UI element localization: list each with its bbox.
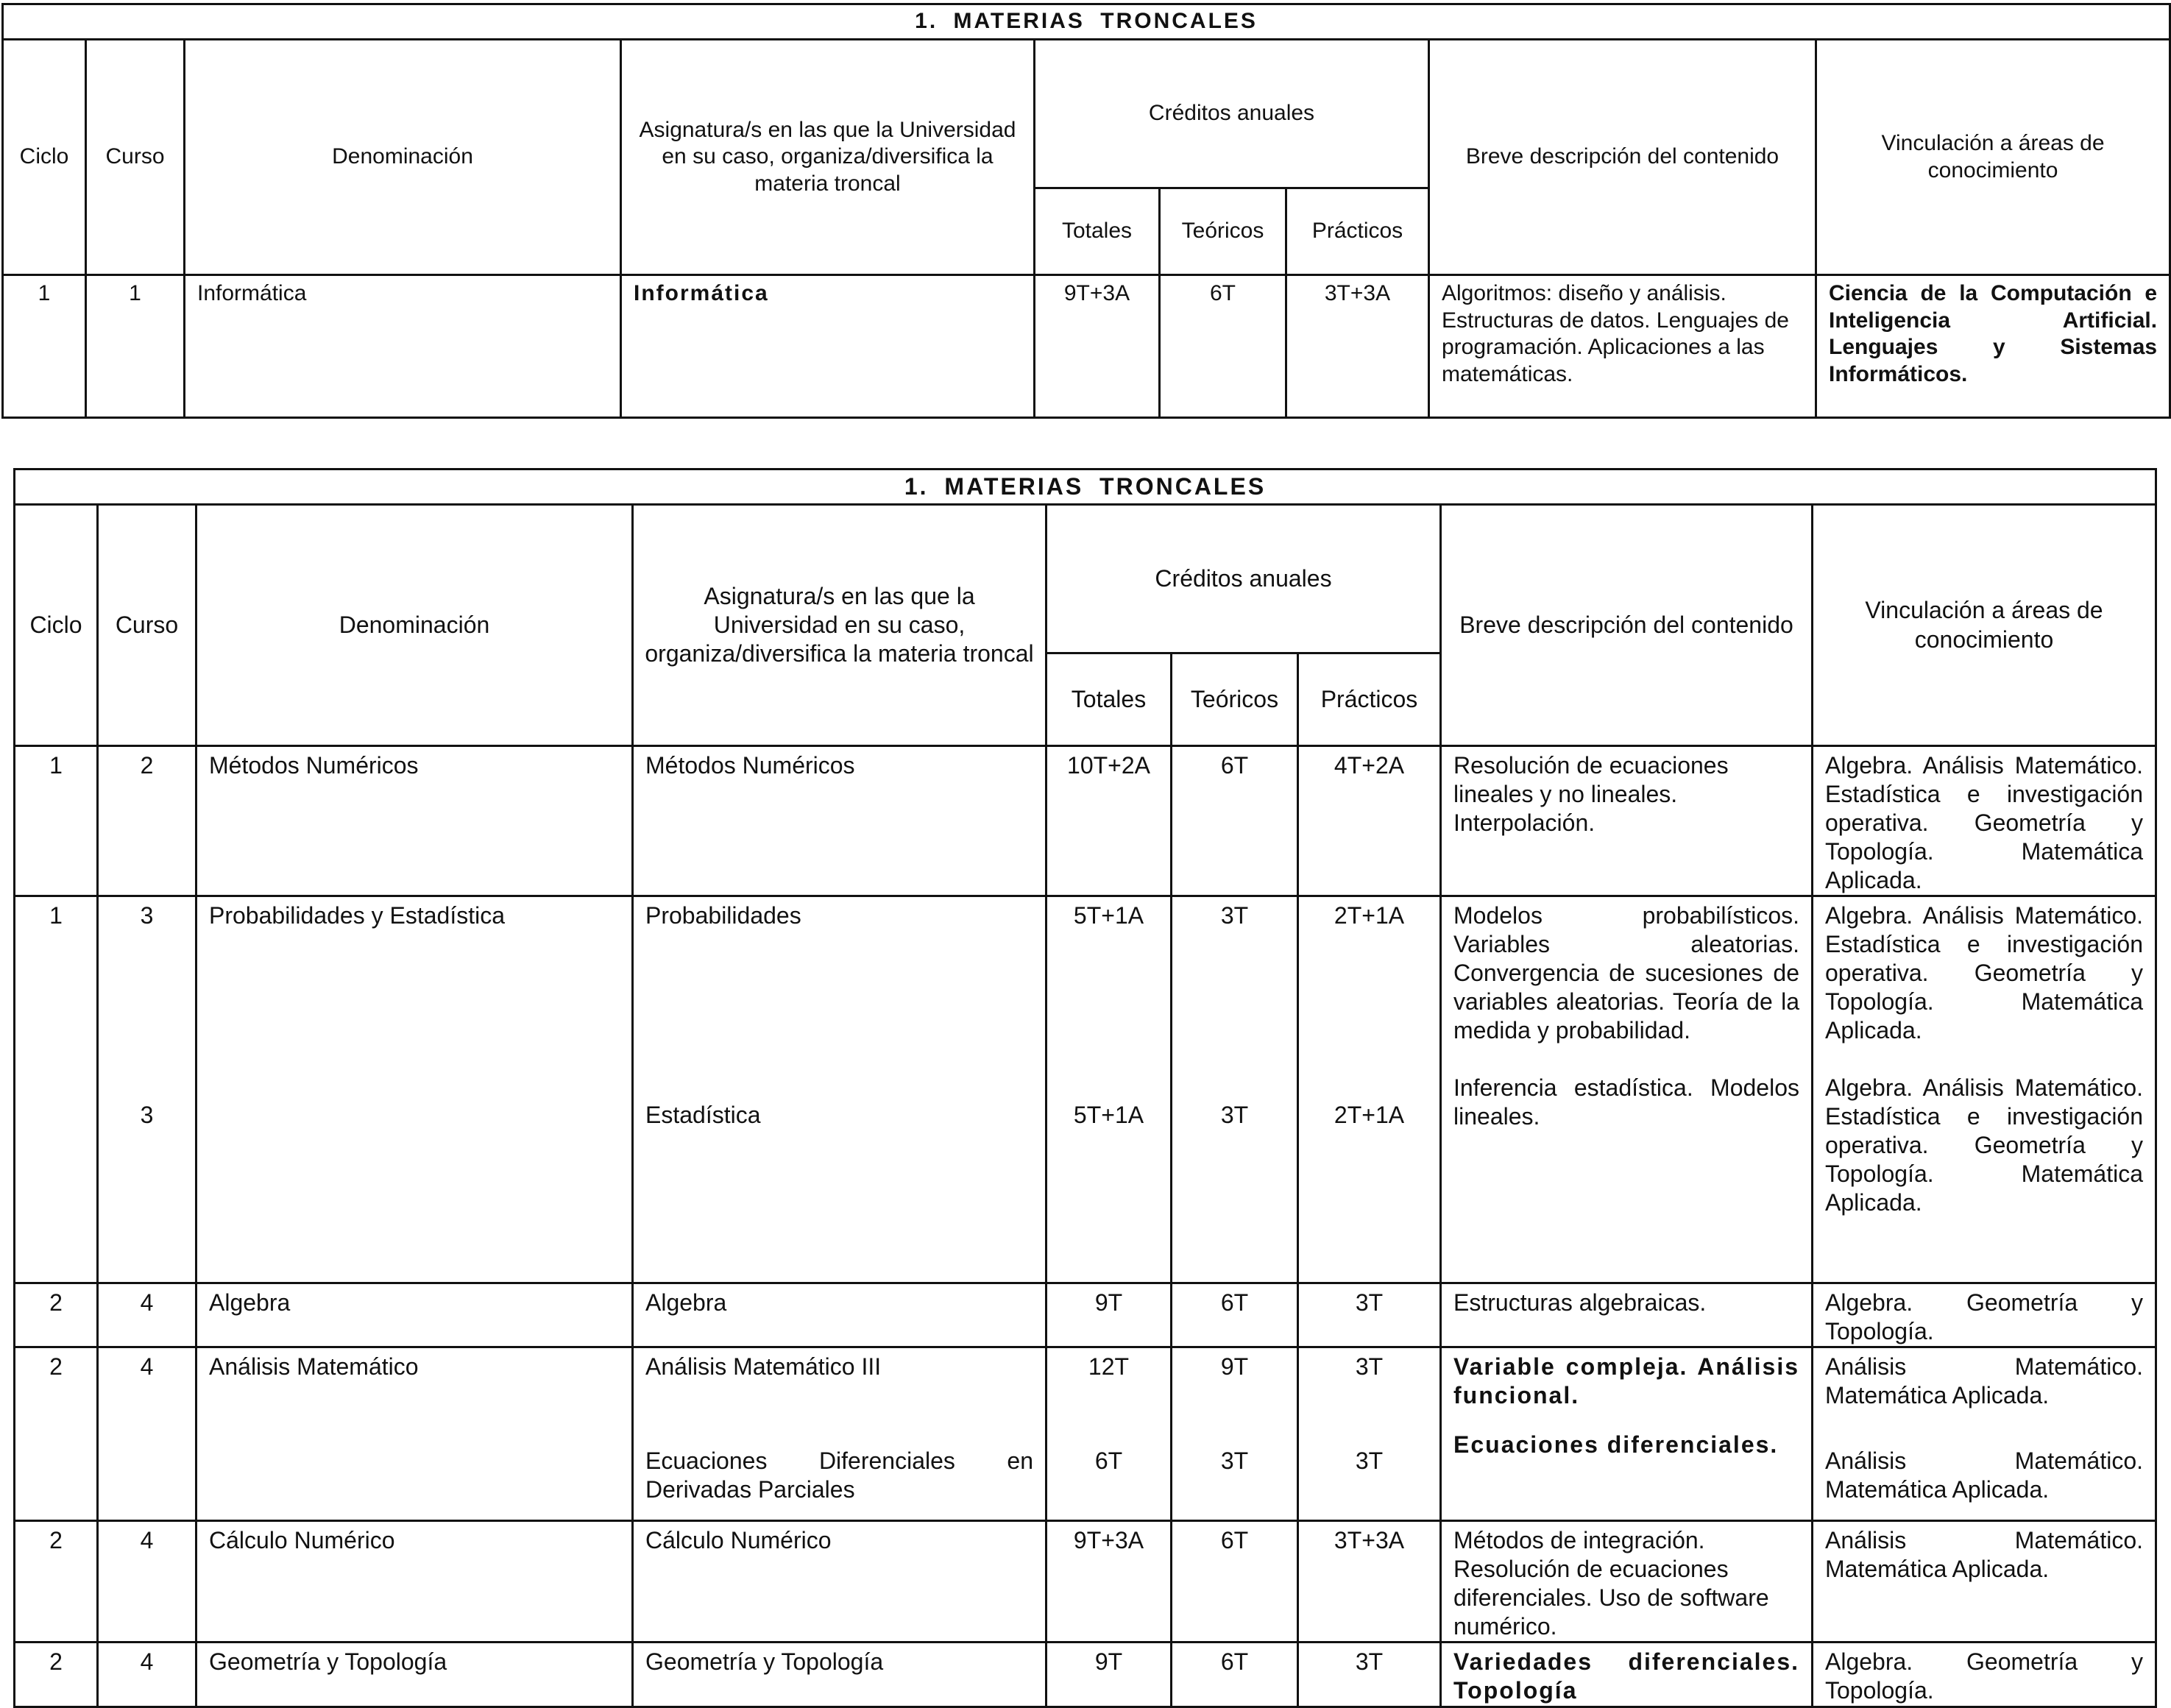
cell-vinculacion: Ciencia de la Computación e Inteligencia Artificial. Lenguajes y Sistemas Informáticos. — [1816, 275, 2170, 418]
cell-practicos — [1298, 1347, 1441, 1521]
cell-descripcion: Algoritmos: diseño y análisis. Estructuras de datos. Lenguajes de programación. Aplicaciones a las matemáticas. — [1429, 275, 1816, 418]
cell-teoricos: 6T — [1172, 1643, 1298, 1707]
cell-asignatura: Informática — [621, 275, 1035, 418]
cell-ciclo: 2 — [15, 1643, 98, 1707]
cell-descripcion: Resolución de ecuaciones lineales y no lineales. Interpolación. — [1441, 746, 1813, 896]
practicos-value-2: 3T — [1355, 1447, 1384, 1475]
cell-ciclo: 2 — [15, 1521, 98, 1643]
cell-totales: 9T+3A — [1035, 275, 1160, 418]
curso-value-2: 3 — [140, 1102, 154, 1129]
teoricos-value-2: 3T — [1220, 1102, 1249, 1129]
practicos-value: 3T — [1355, 1353, 1384, 1381]
cell-totales — [1046, 1347, 1172, 1521]
descripcion-value-2: Ecuaciones diferenciales. — [1453, 1431, 1779, 1459]
cell-vinculacion — [1813, 1347, 2156, 1521]
header-ciclo: Ciclo — [15, 505, 98, 746]
header-asignatura: Asignatura/s en las que la Universidad en su caso, organiza/diversifica la materia troncal — [633, 505, 1046, 746]
cell-descripcion — [1441, 1347, 1813, 1521]
table-row — [15, 1521, 2156, 1643]
header-vinculacion: Vinculación a áreas de conocimiento — [1816, 40, 2170, 275]
cell-descripcion: Estructuras algebraicas. — [1441, 1283, 1813, 1347]
header-vinculacion: Vinculación a áreas de conocimiento — [1813, 505, 2156, 746]
cell-ciclo: 1 — [15, 746, 98, 896]
cell-practicos: 3T+3A — [1298, 1521, 1441, 1643]
asignatura-value: Análisis Matemático III — [645, 1353, 882, 1381]
cell-vinculacion: Algebra. Geometría y Topología. — [1813, 1283, 2156, 1347]
header-totales: Totales — [1035, 188, 1160, 275]
cell-teoricos: 6T — [1172, 1521, 1298, 1643]
table-title: 1. MATERIAS TRONCALES — [15, 469, 2156, 505]
teoricos-value: 3T — [1220, 902, 1249, 929]
cell-asignatura: Métodos Numéricos — [633, 746, 1046, 896]
vinculacion-value: Análisis Matemático. Matemática Aplicada. — [1825, 1353, 2144, 1409]
header-ciclo: Ciclo — [3, 40, 86, 275]
cell-denominacion: Análisis Matemático — [196, 1347, 633, 1521]
cell-curso: 4 — [98, 1347, 196, 1521]
cell-practicos: 3T — [1298, 1643, 1441, 1707]
header-asignatura: Asignatura/s en las que la Universidad en su caso, organiza/diversifica la materia troncal — [621, 40, 1035, 275]
descripcion-value-2: Inferencia estadística. Modelos lineales. — [1453, 1074, 1799, 1130]
descripcion-value: Variable compleja. Análisis funcional. — [1453, 1353, 1799, 1409]
totales-value: 12T — [1088, 1353, 1130, 1381]
table-title: 1. MATERIAS TRONCALES — [3, 4, 2170, 40]
curso-value: 3 — [140, 902, 154, 929]
cell-teoricos — [1172, 896, 1298, 1283]
teoricos-value-2: 3T — [1220, 1447, 1249, 1475]
cell-curso: 4 — [98, 1283, 196, 1347]
cell-vinculacion: Algebra. Análisis Matemático. Estadística e investigación operativa. Geometría y Topología. Matemática Aplicada. — [1813, 746, 2156, 896]
header-teoricos: Teóricos — [1160, 188, 1286, 275]
cell-asignatura: Geometría y Topología — [633, 1643, 1046, 1707]
cell-practicos — [1298, 896, 1441, 1283]
cell-descripcion: Variedades diferenciales. Topología — [1441, 1643, 1813, 1707]
cell-vinculacion — [1813, 896, 2156, 1283]
teoricos-value: 9T — [1220, 1353, 1249, 1381]
header-teoricos: Teóricos — [1172, 653, 1298, 746]
materias-troncales-table-2 — [13, 468, 2157, 1708]
cell-teoricos: 6T — [1160, 275, 1286, 418]
cell-practicos: 4T+2A — [1298, 746, 1441, 896]
header-curso: Curso — [98, 505, 196, 746]
cell-asignatura — [633, 1347, 1046, 1521]
cell-teoricos — [1172, 1347, 1298, 1521]
table-row — [15, 1643, 2156, 1707]
cell-denominacion: Métodos Numéricos — [196, 746, 633, 896]
cell-practicos: 3T+3A — [1286, 275, 1429, 418]
practicos-value: 2T+1A — [1334, 902, 1405, 929]
table-row — [15, 896, 2156, 1283]
table-row — [15, 746, 2156, 896]
table-row — [15, 1283, 2156, 1347]
cell-ciclo: 2 — [15, 1283, 98, 1347]
asignatura-value: Probabilidades — [645, 902, 801, 929]
header-descripcion: Breve descripción del contenido — [1441, 505, 1813, 746]
asignatura-value-2: Estadística — [645, 1102, 761, 1129]
cell-denominacion: Informática — [185, 275, 621, 418]
cell-denominacion: Algebra — [196, 1283, 633, 1347]
cell-denominacion: Probabilidades y Estadística — [196, 896, 633, 1283]
cell-curso: 4 — [98, 1643, 196, 1707]
cell-denominacion: Cálculo Numérico — [196, 1521, 633, 1643]
descripcion-value: Modelos probabilísticos. Variables aleatorias. Convergencia de sucesiones de variables aleatorias. Teoría de la medida y probabilidad. — [1453, 902, 1799, 1044]
totales-value-2: 6T — [1094, 1447, 1123, 1475]
practicos-value-2: 2T+1A — [1334, 1102, 1405, 1129]
cell-curso — [98, 896, 196, 1283]
cell-practicos: 3T — [1298, 1283, 1441, 1347]
header-curso: Curso — [86, 40, 185, 275]
header-denominacion: Denominación — [185, 40, 621, 275]
cell-descripcion — [1441, 896, 1813, 1283]
cell-ciclo: 1 — [15, 896, 98, 1283]
cell-descripcion: Métodos de integración. Resolución de ecuaciones diferenciales. Uso de software numérico. — [1441, 1521, 1813, 1643]
header-denominacion: Denominación — [196, 505, 633, 746]
cell-denominacion: Geometría y Topología — [196, 1643, 633, 1707]
asignatura-value-2: Ecuaciones Diferenciales en Derivadas Parciales — [645, 1447, 1033, 1503]
vinculacion-value-2: Algebra. Análisis Matemático. Estadística e investigación operativa. Geometría y Topología. Matemática Aplicada. — [1825, 1074, 2144, 1216]
cell-totales: 9T — [1046, 1283, 1172, 1347]
vinculacion-value: Algebra. Análisis Matemático. Estadística e investigación operativa. Geometría y Topología. Matemática Aplicada. — [1825, 902, 2144, 1044]
cell-vinculacion: Algebra. Geometría y Topología. — [1813, 1643, 2156, 1707]
cell-asignatura: Algebra — [633, 1283, 1046, 1347]
vinculacion-value-2: Análisis Matemático. Matemática Aplicada. — [1825, 1447, 2144, 1503]
header-practicos: Prácticos — [1286, 188, 1429, 275]
cell-teoricos: 6T — [1172, 746, 1298, 896]
totales-value-2: 5T+1A — [1073, 1102, 1144, 1129]
cell-curso: 2 — [98, 746, 196, 896]
cell-curso: 4 — [98, 1521, 196, 1643]
totales-value: 5T+1A — [1073, 902, 1144, 929]
cell-totales — [1046, 896, 1172, 1283]
table-row — [15, 1347, 2156, 1521]
cell-totales: 9T+3A — [1046, 1521, 1172, 1643]
header-creditos-anuales: Créditos anuales — [1046, 505, 1441, 653]
cell-teoricos: 6T — [1172, 1283, 1298, 1347]
table-row — [3, 275, 2170, 418]
cell-totales: 9T — [1046, 1643, 1172, 1707]
cell-totales: 10T+2A — [1046, 746, 1172, 896]
header-practicos: Prácticos — [1298, 653, 1441, 746]
cell-ciclo: 2 — [15, 1347, 98, 1521]
cell-asignatura: Cálculo Numérico — [633, 1521, 1046, 1643]
cell-asignatura — [633, 896, 1046, 1283]
header-creditos-anuales: Créditos anuales — [1035, 40, 1429, 188]
cell-curso: 1 — [86, 275, 185, 418]
header-totales: Totales — [1046, 653, 1172, 746]
header-descripcion: Breve descripción del contenido — [1429, 40, 1816, 275]
cell-vinculacion: Análisis Matemático. Matemática Aplicada. — [1813, 1521, 2156, 1643]
cell-ciclo: 1 — [3, 275, 86, 418]
materias-troncales-table-1 — [1, 3, 2171, 419]
